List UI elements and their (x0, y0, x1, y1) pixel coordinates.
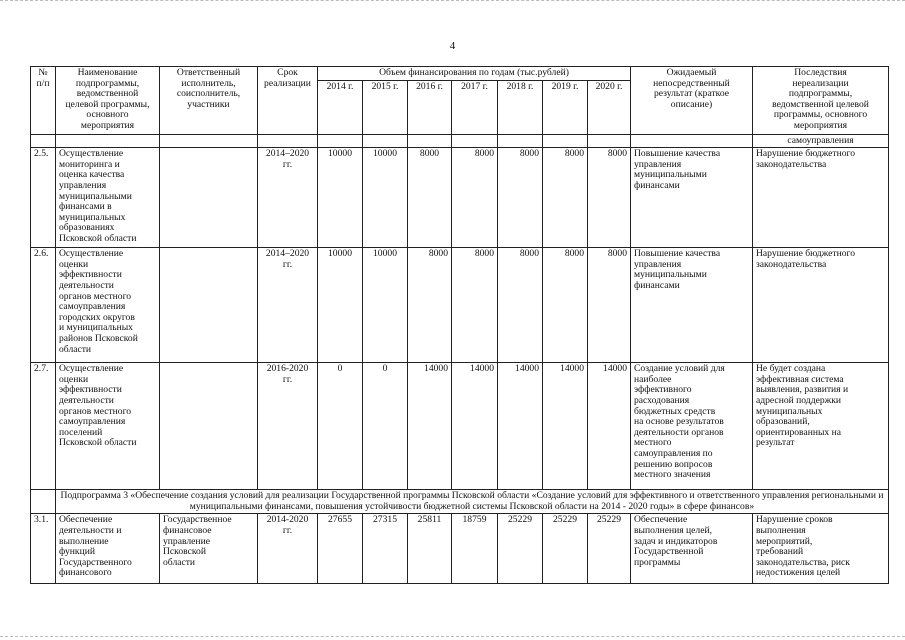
row-value: 8000 (408, 248, 452, 363)
row-value: 25811 (408, 514, 452, 584)
carry-over-text: самоуправления (753, 134, 889, 148)
row-value: 8000 (452, 148, 498, 248)
row-value: 25229 (543, 514, 588, 584)
row-term: 2014-2020 гг. (258, 514, 318, 584)
table-row (31, 248, 889, 363)
header-responsible: Ответственный исполнитель, соисполнитель, участники (160, 67, 258, 135)
row-responsible (160, 148, 258, 248)
header-term: Срок реализации (258, 67, 318, 135)
page-number: 4 (449, 40, 456, 52)
header-year: 2014 г. (318, 80, 363, 134)
row-responsible (160, 248, 258, 363)
row-value: 8000 (408, 148, 452, 248)
row-consequences: Не будет создана эффективная система выявления, развития и адресной поддержки муниципальных образований, ориентированных на результат (753, 363, 889, 490)
row-value: 27655 (318, 514, 363, 584)
row-value: 25229 (498, 514, 543, 584)
row-term: 2014–2020 гг. (258, 148, 318, 248)
carry-over-row (31, 134, 889, 148)
row-name: Осуществление оценки эффективности деятельности органов местного самоуправления поселений Псковской области (56, 363, 160, 490)
row-value: 25229 (588, 514, 631, 584)
row-value: 8000 (543, 148, 588, 248)
row-value: 8000 (543, 248, 588, 363)
row-value: 10000 (363, 148, 408, 248)
row-value: 8000 (588, 148, 631, 248)
row-expected-result: Создание условий для наиболее эффективного расходования бюджетных средств на основе результатов деятельности органов местного самоуправления по решению вопросов местного значения (631, 363, 753, 490)
row-value: 14000 (588, 363, 631, 490)
row-value: 14000 (543, 363, 588, 490)
row-value: 18759 (452, 514, 498, 584)
row-consequences: Нарушение бюджетного законодательства (753, 248, 889, 363)
header-expected-result: Ожидаемый непосредственный результат (краткое описание) (631, 67, 753, 135)
row-number: 2.6. (31, 248, 56, 363)
table-row (31, 514, 889, 584)
row-number: 3.1. (31, 514, 56, 584)
header-year: 2018 г. (498, 80, 543, 134)
row-value: 8000 (498, 148, 543, 248)
row-number: 2.5. (31, 148, 56, 248)
row-consequences: Нарушение бюджетного законодательства (753, 148, 889, 248)
row-value: 0 (318, 363, 363, 490)
row-consequences: Нарушение сроков выполнения мероприятий, требований законодательства, риск недостижения целей (753, 514, 889, 584)
header-year: 2015 г. (363, 80, 408, 134)
row-value: 8000 (498, 248, 543, 363)
funding-table (30, 66, 889, 584)
row-name: Осуществление мониторинга и оценка качества управления муниципальными финансами в муниципальных образованиях Псковской области (56, 148, 160, 248)
row-value: 14000 (452, 363, 498, 490)
header-year: 2020 г. (588, 80, 631, 134)
row-expected-result: Обеспечение выполнения целей, задач и индикаторов Государственной программы (631, 514, 753, 584)
row-value: 8000 (452, 248, 498, 363)
page-bottom-edge (0, 636, 905, 639)
table-row (31, 363, 889, 490)
row-value: 10000 (363, 248, 408, 363)
header-row (31, 67, 889, 81)
row-number: 2.7. (31, 363, 56, 490)
header-year: 2019 г. (543, 80, 588, 134)
row-term: 2014–2020 гг. (258, 248, 318, 363)
header-year: 2016 г. (408, 80, 452, 134)
row-value: 0 (363, 363, 408, 490)
header-no: № п/п (31, 67, 56, 135)
header-year: 2017 г. (452, 80, 498, 134)
subprogram-title: Подпрограмма 3 «Обеспечение создания условий для реализации Государственной программы Псковской области «Создание условий для эффективного и ответственного управления региональными и муниципальными финансами, повышения устойчивости бюджетной системы Псковской области на 2014 - 2020 годы» в сфере финансов» (56, 490, 889, 514)
header-funding: Объем финансирования по годам (тыс.рублей) (318, 67, 631, 81)
row-value: 14000 (498, 363, 543, 490)
row-value: 10000 (318, 248, 363, 363)
subprogram-row (31, 490, 889, 514)
row-expected-result: Повышение качества управления муниципальными финансами (631, 248, 753, 363)
row-value: 14000 (408, 363, 452, 490)
row-term: 2016-2020 гг. (258, 363, 318, 490)
row-responsible: Государственное финансовое управление Псковской области (160, 514, 258, 584)
row-name: Обеспечение деятельности и выполнение функций Государственного финансового (56, 514, 160, 584)
header-name: Наименование подпрограммы, ведомственной целевой программы, основного мероприятия (56, 67, 160, 135)
row-value: 10000 (318, 148, 363, 248)
table-row (31, 148, 889, 248)
row-value: 8000 (588, 248, 631, 363)
page-top-edge (0, 0, 905, 3)
row-responsible (160, 363, 258, 490)
header-consequences: Последствия нереализации подпрограммы, ведомственной целевой программы, основного мероприятия (753, 67, 889, 135)
row-name: Осуществление оценки эффективности деятельности органов местного самоуправления городских округов и муниципальных районов Псковской области (56, 248, 160, 363)
row-value: 27315 (363, 514, 408, 584)
row-expected-result: Повышение качества управления муниципальными финансами (631, 148, 753, 248)
